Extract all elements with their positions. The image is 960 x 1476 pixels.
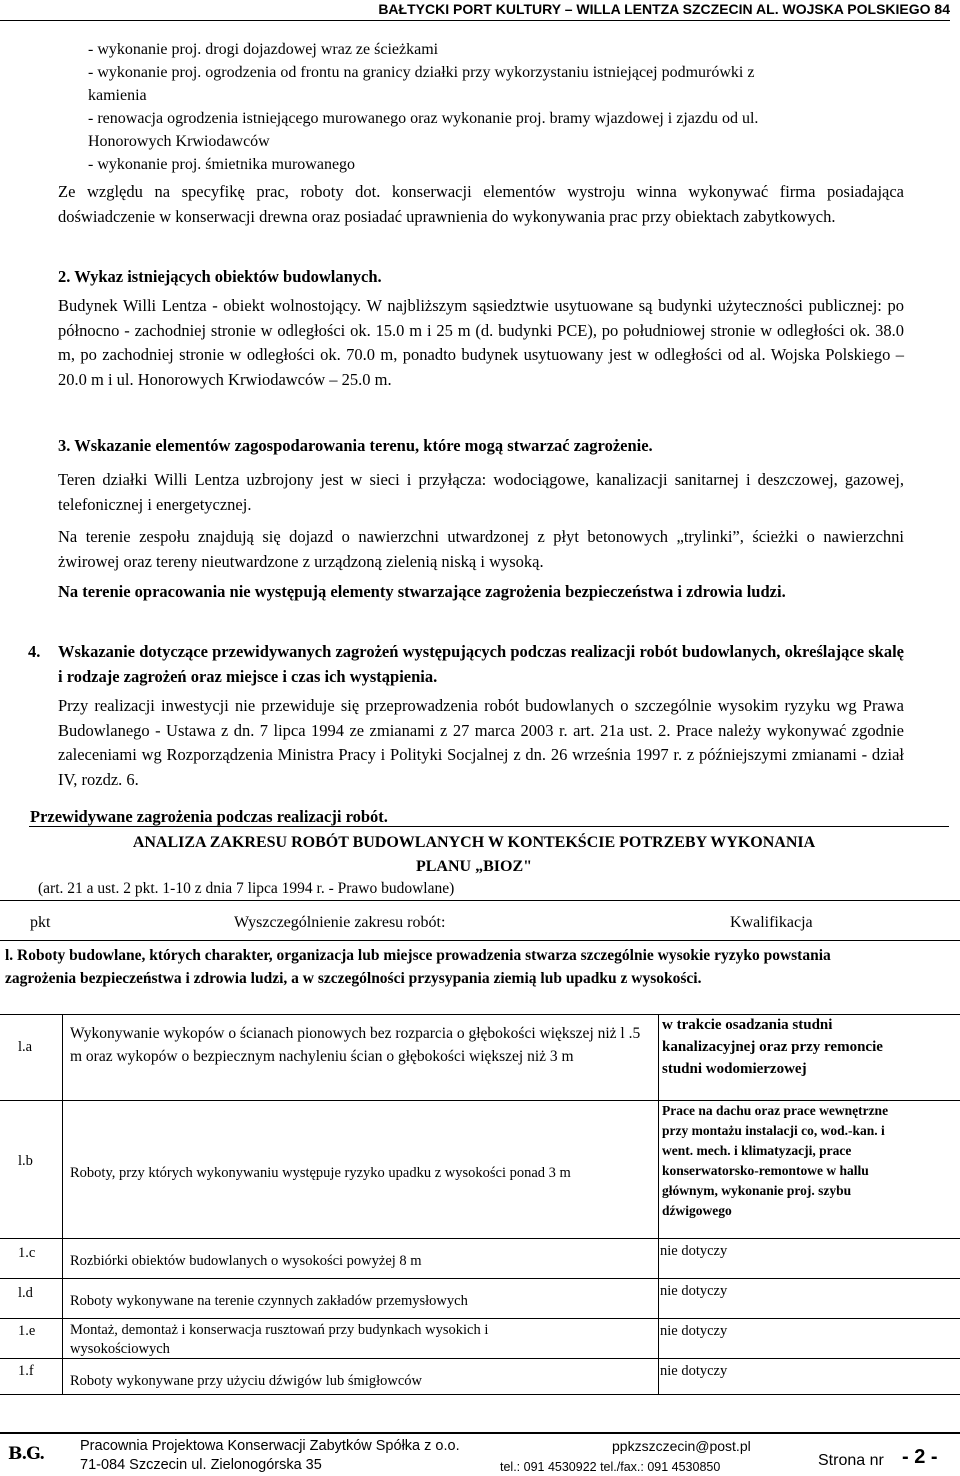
- bullet-item: - wykonanie proj. ogrodzenia od frontu na granicy działki przy wykorzystaniu istniejącej podmurówki z: [88, 64, 755, 81]
- paragraph-specyfika: Ze względu na specyfikę prac, roboty dot. konserwacji elementów wystroju winna wykonywać firma posiadająca doświadczenie w konserwacji drewna oraz posiadać uprawnienia do wykonywania prac przy obiektach zabytkowych.: [58, 182, 904, 226]
- footer-address: 71-084 Szczecin ul. Zielonogórska 35: [80, 1457, 322, 1473]
- table-col-divider-2: [658, 1014, 659, 1394]
- heading-section-3: 3. Wskazanie elementów zagospodarowania terenu, które mogą stwarzać zagrożenie.: [58, 436, 653, 455]
- heading-section-4: Wskazanie dotyczące przewidywanych zagrożeń występujących podczas realizacji robót budowlanych, określające skalę i rodzaje zagrożeń oraz miejsce i czas ich wystąpienia.: [58, 642, 904, 686]
- table-bottom-border: [0, 1394, 960, 1395]
- footer-page-label: Strona nr: [818, 1452, 884, 1469]
- table-cell-kwal: nie dotyczy: [660, 1283, 728, 1299]
- table-row-border: [0, 1358, 960, 1359]
- table-col-divider-1: [62, 1014, 63, 1394]
- table-cell-desc: Montaż, demontaż i konserwacja rusztowań przy budynkach wysokich i wysokościowych: [70, 1322, 489, 1357]
- table-title-line1: ANALIZA ZAKRESU ROBÓT BUDOWLANYCH W KONTEKŚCIE POTRZEBY WYKONANIA: [132, 834, 816, 851]
- table-cell-desc: Wykonywanie wykopów o ścianach pionowych bez rozparcia o głębokości większej niż l .5 m oraz wykopów o bezpiecznym nachyleniu ścian o głębokości większej niż 3 m: [70, 1025, 641, 1065]
- footer-logo: B.G.: [8, 1444, 45, 1464]
- table-cell-pkt: 1.c: [18, 1245, 36, 1261]
- table-cell-kwal: w trakcie osadzania studni kanalizacyjnej oraz przy remoncie studni wodomierzowej: [662, 1017, 883, 1077]
- paragraph-section-3c: Na terenie opracowania nie występują elementy stwarzające zagrożenia bezpieczeństwa i zdrowia ludzi.: [58, 582, 786, 601]
- table-col-zakres: Wyszczególnienie zakresu robót:: [234, 914, 446, 931]
- table-cell-kwal: Prace na dachu oraz prace wewnętrzne przy montażu instalacji co, wod.-kan. i went. mech. i klimatyzacji, prace konserwatorsko-remontowe w hallu głównym, wykonanie proj. szybu dźwigowego: [662, 1103, 889, 1218]
- table-section-border: [0, 940, 960, 941]
- table-row-border: [0, 1278, 960, 1279]
- bullet-continuation: Honorowych Krwiodawców: [88, 133, 270, 150]
- bullet-item: - wykonanie proj. śmietnika murowanego: [88, 156, 356, 173]
- table-col-pkt: pkt: [30, 914, 51, 931]
- footer-phone: tel.: 091 4530922 tel./fax.: 091 4530850: [500, 1460, 721, 1474]
- heading-section-2: 2. Wykaz istniejących obiektów budowlanych.: [58, 267, 382, 286]
- table-top-border: [29, 826, 949, 827]
- page-header: BAŁTYCKI PORT KULTURY – WILLA LENTZA SZCZECIN AL. WOJSKA POLSKIEGO 84: [0, 0, 950, 21]
- table-cell-desc: Roboty wykonywane na terenie czynnych zakładów przemysłowych: [70, 1293, 468, 1309]
- table-cell-pkt: l.b: [18, 1153, 33, 1169]
- table-cell-pkt: 1.e: [18, 1323, 36, 1339]
- table-cell-desc: Roboty wykonywane przy użyciu dźwigów lub śmigłowców: [70, 1373, 422, 1389]
- footer-rule: [0, 1432, 960, 1434]
- footer-email: ppkzszczecin@post.pl: [612, 1438, 751, 1454]
- table-cell-kwal: nie dotyczy: [660, 1363, 728, 1379]
- table-cell-pkt: l.a: [18, 1039, 33, 1055]
- footer-company: Pracownia Projektowa Konserwacji Zabytków Spółka z o.o.: [80, 1438, 460, 1454]
- paragraph-section-2: Budynek Willi Lentza - obiekt wolnostojący. W najbliższym sąsiedztwie usytuowane są budynki użyteczności publicznej: po północno - zachodniej stronie w odległości ok. 15.0 m i 25 m (d. budynki PCE), po południowej stronie w odległości ok. 38.0 m, po zachodniej stronie w odległości ok. 70.0 m, ponadto budynek usytuowany jest w odległości od al. Wojska Polskiego – 20.0 m i ul. Honorowych Krwiodawców – 25.0 m.: [58, 296, 904, 389]
- heading-section-4-number: 4.: [28, 642, 41, 661]
- table-cell-kwal: nie dotyczy: [660, 1323, 728, 1339]
- table-cell-pkt: l.d: [18, 1285, 33, 1301]
- table-title-line2: PLANU „BIOZ": [415, 858, 532, 875]
- bullet-continuation: kamienia: [88, 87, 147, 104]
- heading-zagrozenia: Przewidywane zagrożenia podczas realizacji robót.: [30, 807, 388, 826]
- paragraph-section-3b: Na terenie zespołu znajdują się dojazd o nawierzchni utwardzonej z płyt betonowych „trylinki”, ścieżki o nawierzchni żwirowej oraz tereny nieutwardzone z urządzoną zielenią niską i wysoką.: [58, 527, 904, 571]
- bullet-item: - wykonanie proj. drogi dojazdowej wraz ze ścieżkami: [88, 41, 439, 58]
- table-cell-pkt: 1.f: [18, 1363, 34, 1379]
- table-col-kwalifikacja: Kwalifikacja: [730, 914, 813, 931]
- table-cell-desc: Roboty, przy których wykonywaniu występuje ryzyko upadku z wysokości ponad 3 m: [70, 1165, 571, 1181]
- bullet-item: - renowacja ogrodzenia istniejącego murowanego oraz wykonanie proj. bramy wjazdowej i zjazdu od ul.: [88, 110, 759, 127]
- table-row-border: [0, 1238, 960, 1239]
- paragraph-section-3a: Teren działki Willi Lentza uzbrojony jest w sieci i przyłącza: wodociągowe, kanalizacji sanitarnej i deszczowej, gazowej, telefonicznej i energetycznej.: [58, 470, 904, 514]
- table-subtitle: (art. 21 a ust. 2 pkt. 1-10 z dnia 7 lipca 1994 r. - Prawo budowlane): [38, 880, 455, 897]
- table-cell-desc: Rozbiórki obiektów budowlanych o wysokości powyżej 8 m: [70, 1253, 422, 1269]
- footer-page-number: - 2 -: [902, 1446, 938, 1468]
- table-header-border: [0, 900, 960, 901]
- table-section-1: l. Roboty budowlane, których charakter, organizacja lub miejsce prowadzenia stwarza szczególnie wysokie ryzyko powstania zagrożenia bezpieczeństwa i zdrowia ludzi, a w szczególności przysypania ziemią lub upadku z wysokości.: [5, 947, 831, 987]
- table-cell-kwal: nie dotyczy: [660, 1243, 728, 1259]
- table-row-border: [0, 1318, 960, 1319]
- paragraph-section-4: Przy realizacji inwestycji nie przewiduje się przeprowadzenia robót budowlanych o szczególnie wysokim ryzyku wg Prawa Budowlanego - Ustawa z dn. 7 lipca 1994 ze zmianami z 27 marca 2003 r. art. 21a ust. 2. Prace należy wykonywać zgodnie zaleceniami wg Rozporządzenia Ministra Pracy i Polityki Socjalnej z dn. 26 września 1997 r. z późniejszymi zmianami - dział IV, rozdz. 6.: [58, 696, 904, 789]
